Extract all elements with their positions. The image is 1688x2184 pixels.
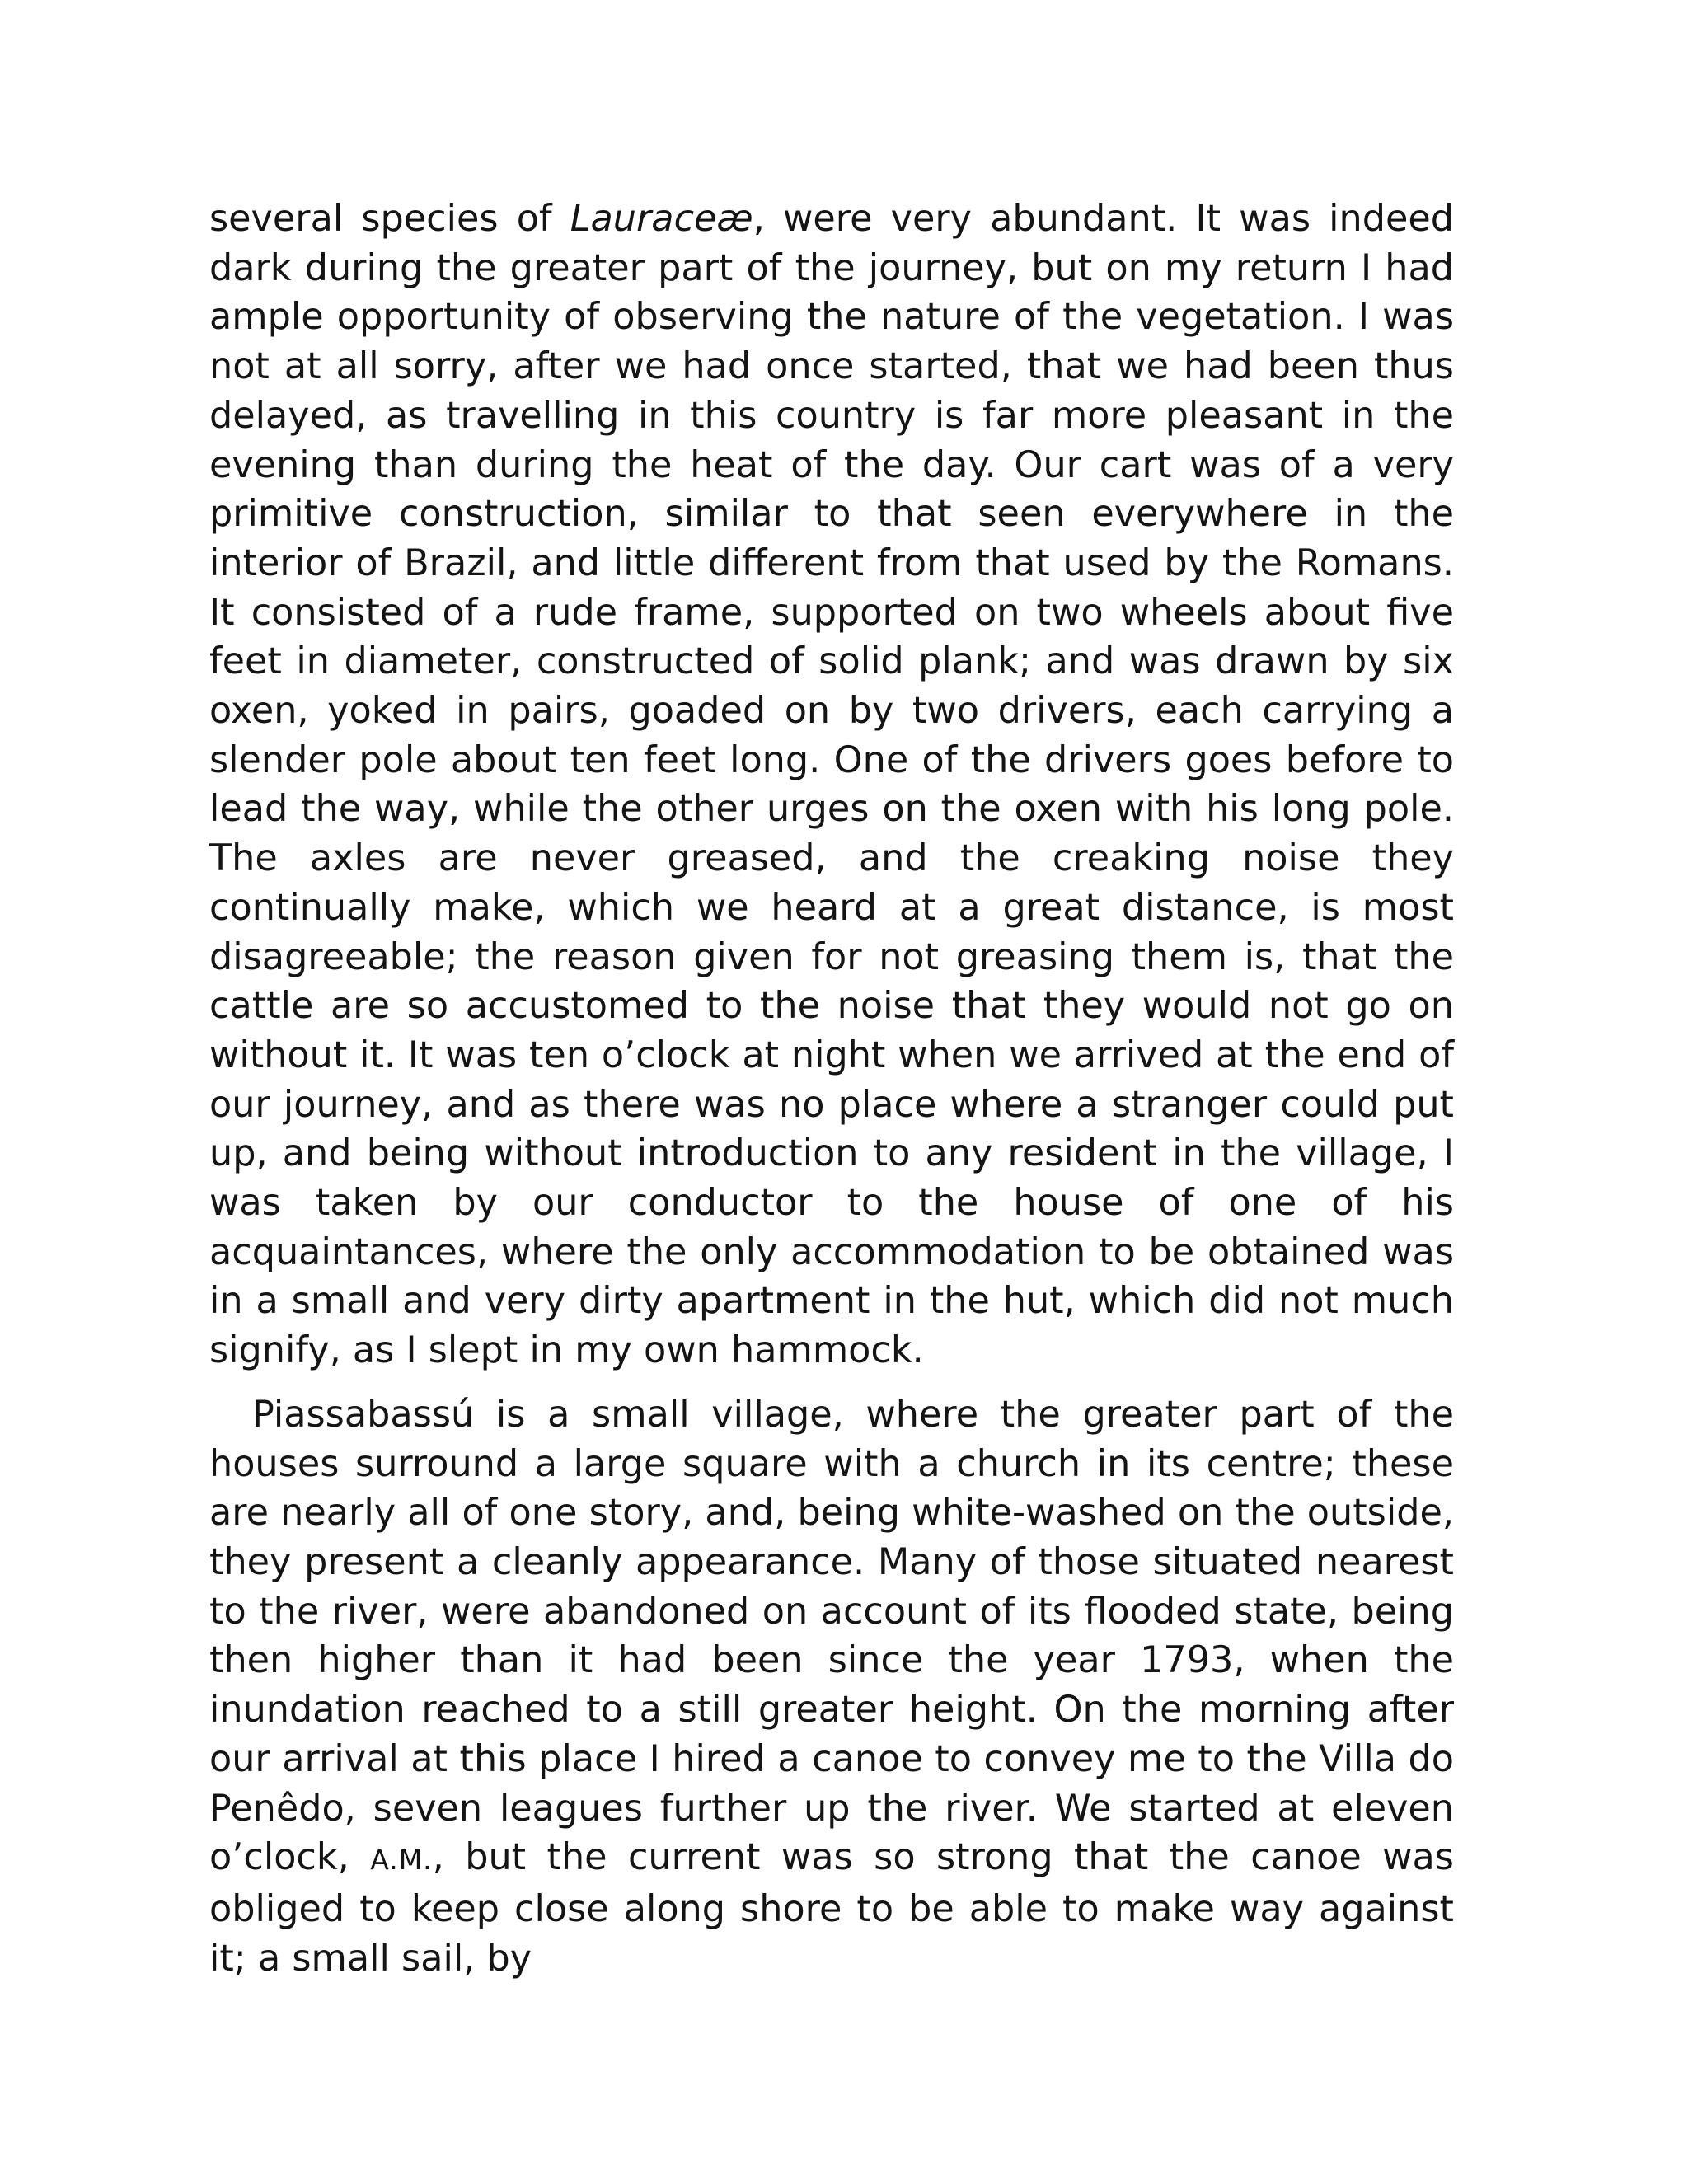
paragraph-text: several species of — [209, 198, 570, 240]
page-body — [209, 194, 1454, 1983]
small-caps-abbreviation: A.M. — [370, 1844, 433, 1877]
paragraph-text: , but the current was so strong that the canoe was obliged to keep close along shore to be able to make way against it; a small sail, by — [209, 1836, 1454, 1980]
paragraph-text: , were very abundant. It was indeed dark during the greater part of the journey, but on my return I had ample opportunity of observing the nature of the vegetation. I was not at all sorry, after we had once started, that we had been thus delayed, as travelling in this country is far more pleasant in the evening than during the heat of the day. Our cart was of a very primitive construction, similar to that seen everywhere in the interior of Brazil, and little different from that used by the Romans. It consisted of a rude frame, supported on two wheels about five feet in diameter, constructed of solid plank; and was drawn by six oxen, yoked in pairs, goaded on by two drivers, each carrying a slender pole about ten feet long. One of the drivers goes before to lead the way, while the other urges on the oxen with his long pole. The axles are never greased, and the creaking noise they continually make, which we heard at a great distance, is most disagreeable; the reason given for not greasing them is, that the cattle are so accustomed to the noise that they would not go on without it. It was ten o’clock at night when we arrived at the end of our journey, and as there was no place where a stranger could put up, and being without introduction to any resident in the village, I was taken by our conductor to the house of one of his acquaintances, where the only accommodation to be obtained was in a small and very dirty apartment in the hut, which did not much signify, as I slept in my own hammock. — [209, 198, 1454, 1372]
paragraph-1 — [209, 194, 1454, 1376]
italic-term: Lauraceæ — [570, 198, 753, 240]
paragraph-text: Piassabassú is a small village, where the greater part of the houses surround a large square with a church in its centre; these are nearly all of one story, and, being white-washed on the outside, they present a cleanly appearance. Many of those situated nearest to the river, were abandoned on account of its flooded state, being then higher than it had been since the year 1793, when the inundation reached to a still greater height. On the morning after our arrival at this place I hired a canoe to convey me to the Villa do Penêdo, seven leagues further up the river. We started at eleven o’clock, — [209, 1393, 1454, 1879]
paragraph-2 — [209, 1390, 1454, 1983]
